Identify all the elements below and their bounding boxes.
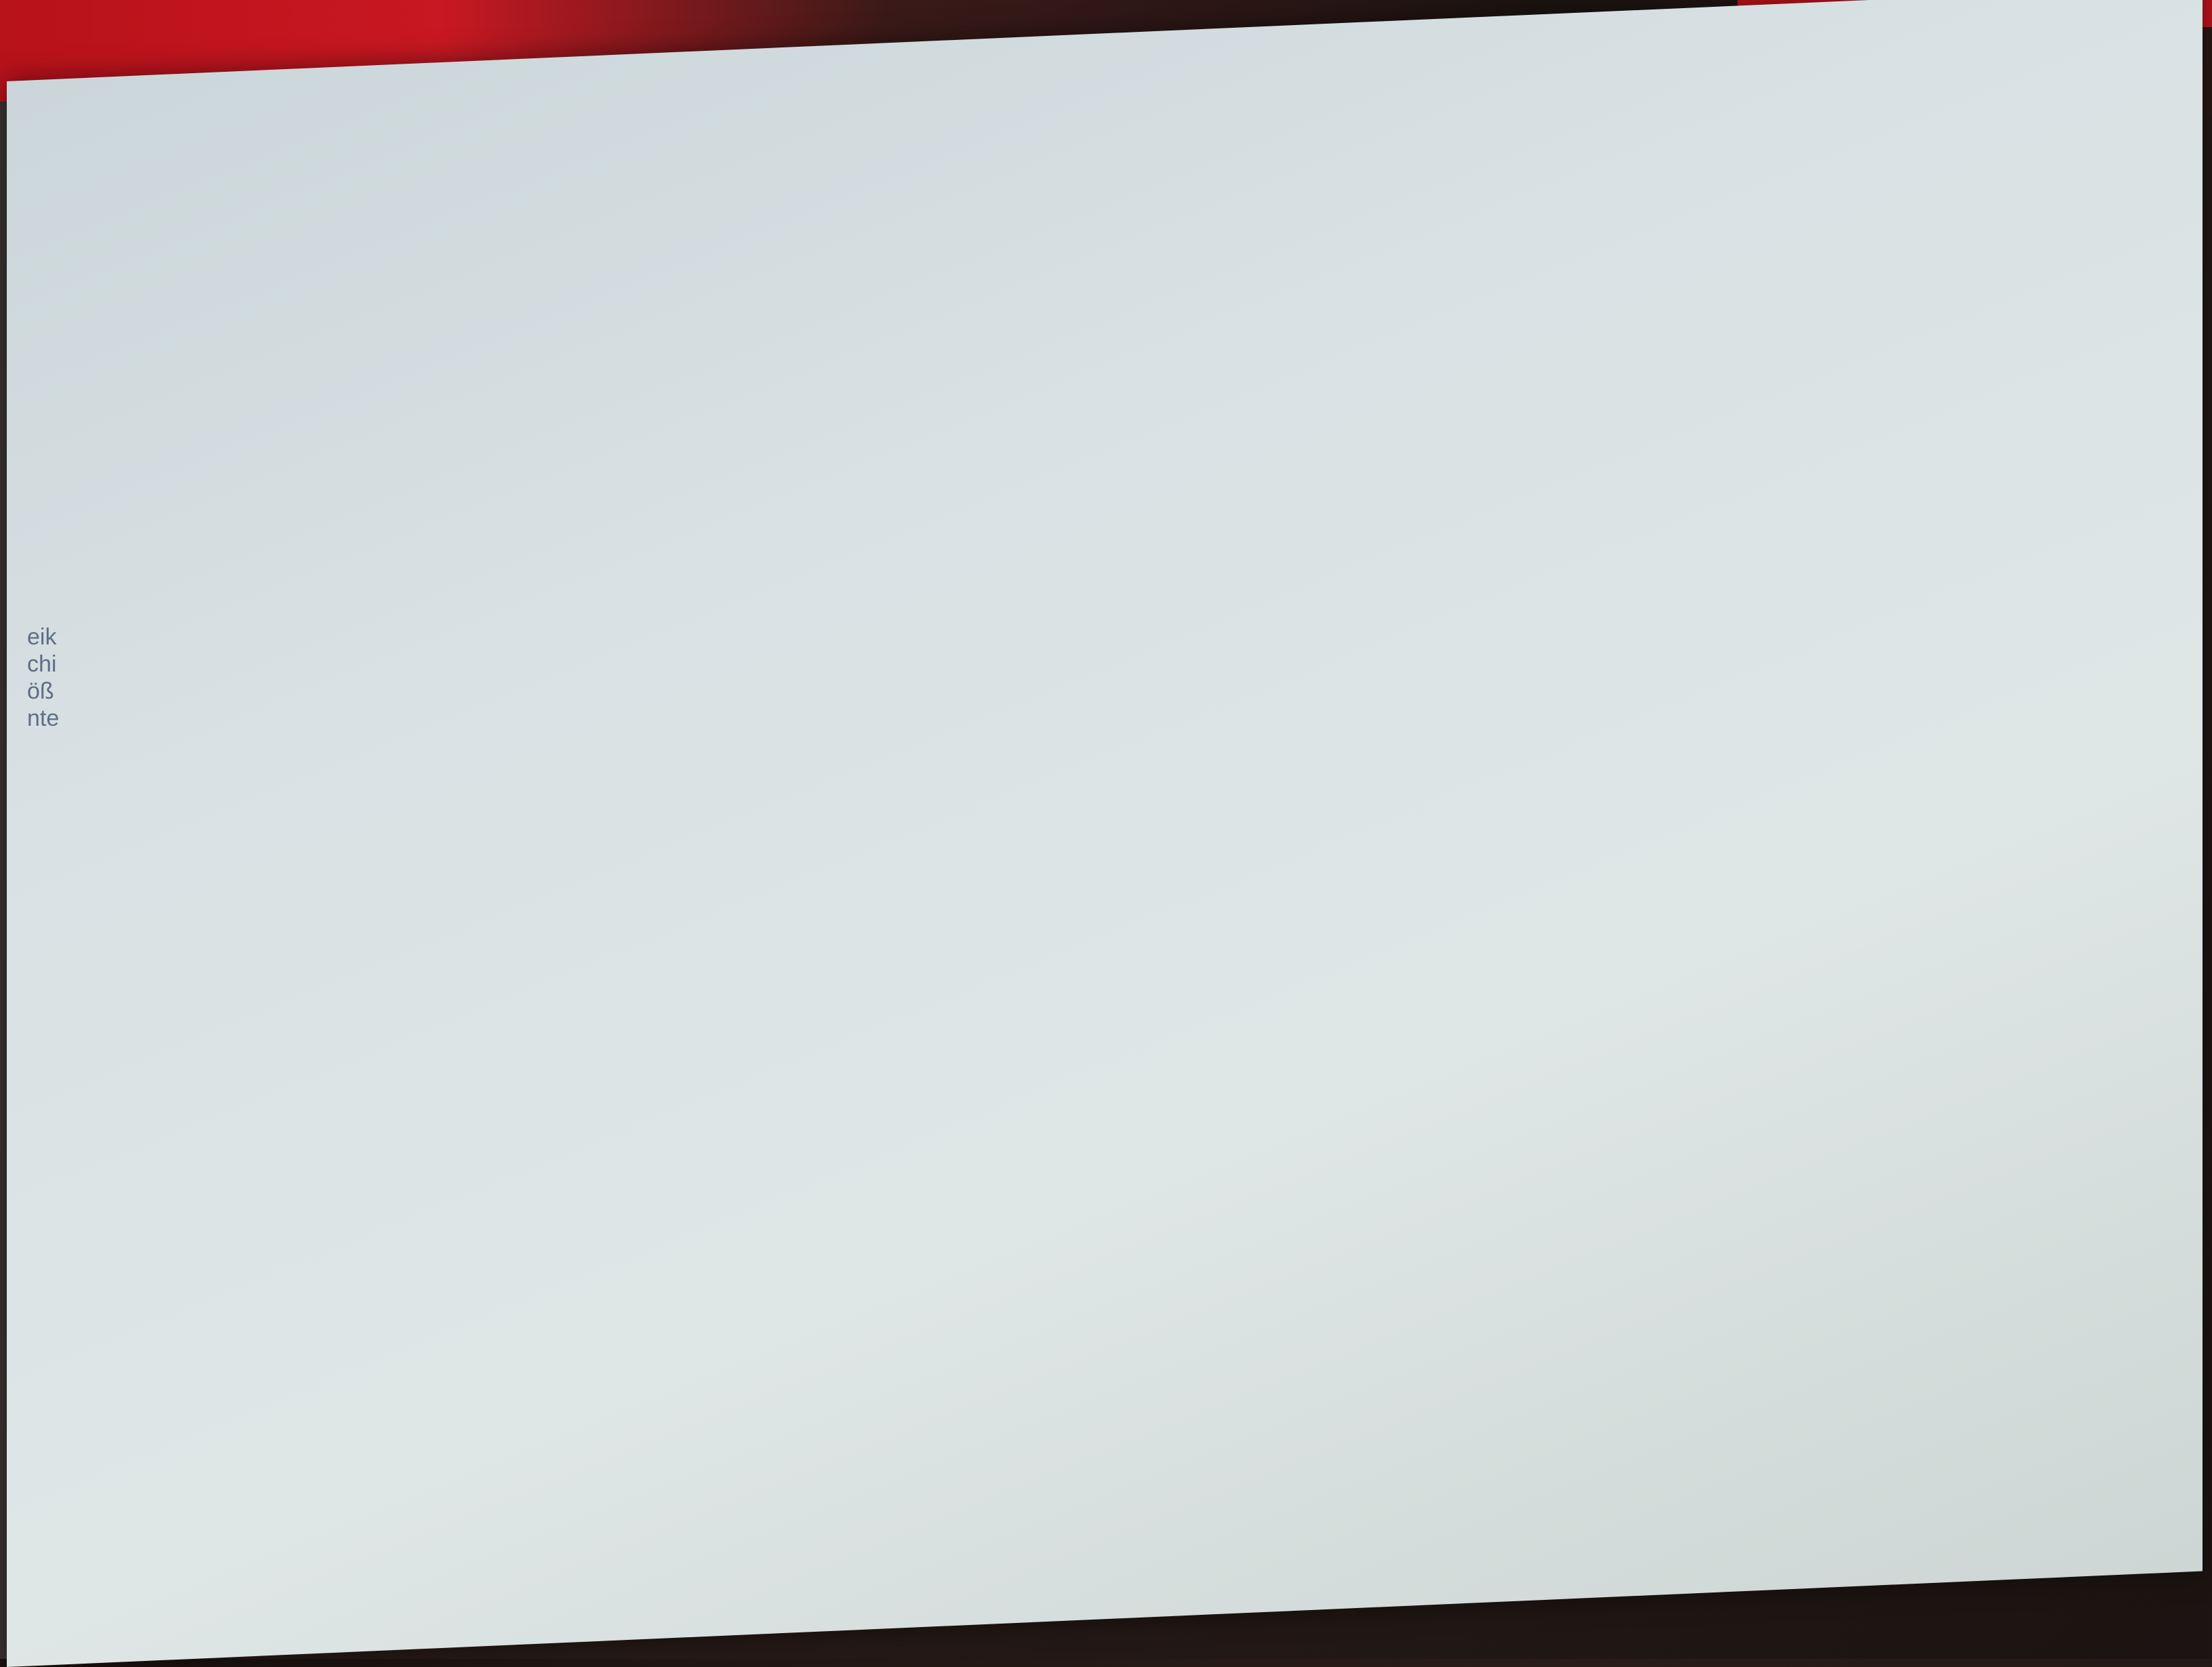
- edge-fragment: chi: [27, 651, 57, 677]
- edge-fragment: nte: [27, 705, 60, 731]
- adjacent-page-edge-text: [27, 623, 59, 732]
- edge-fragment: eik: [27, 624, 57, 650]
- edge-fragment: öß: [27, 678, 54, 704]
- paper-sheet: [7, 0, 2203, 1667]
